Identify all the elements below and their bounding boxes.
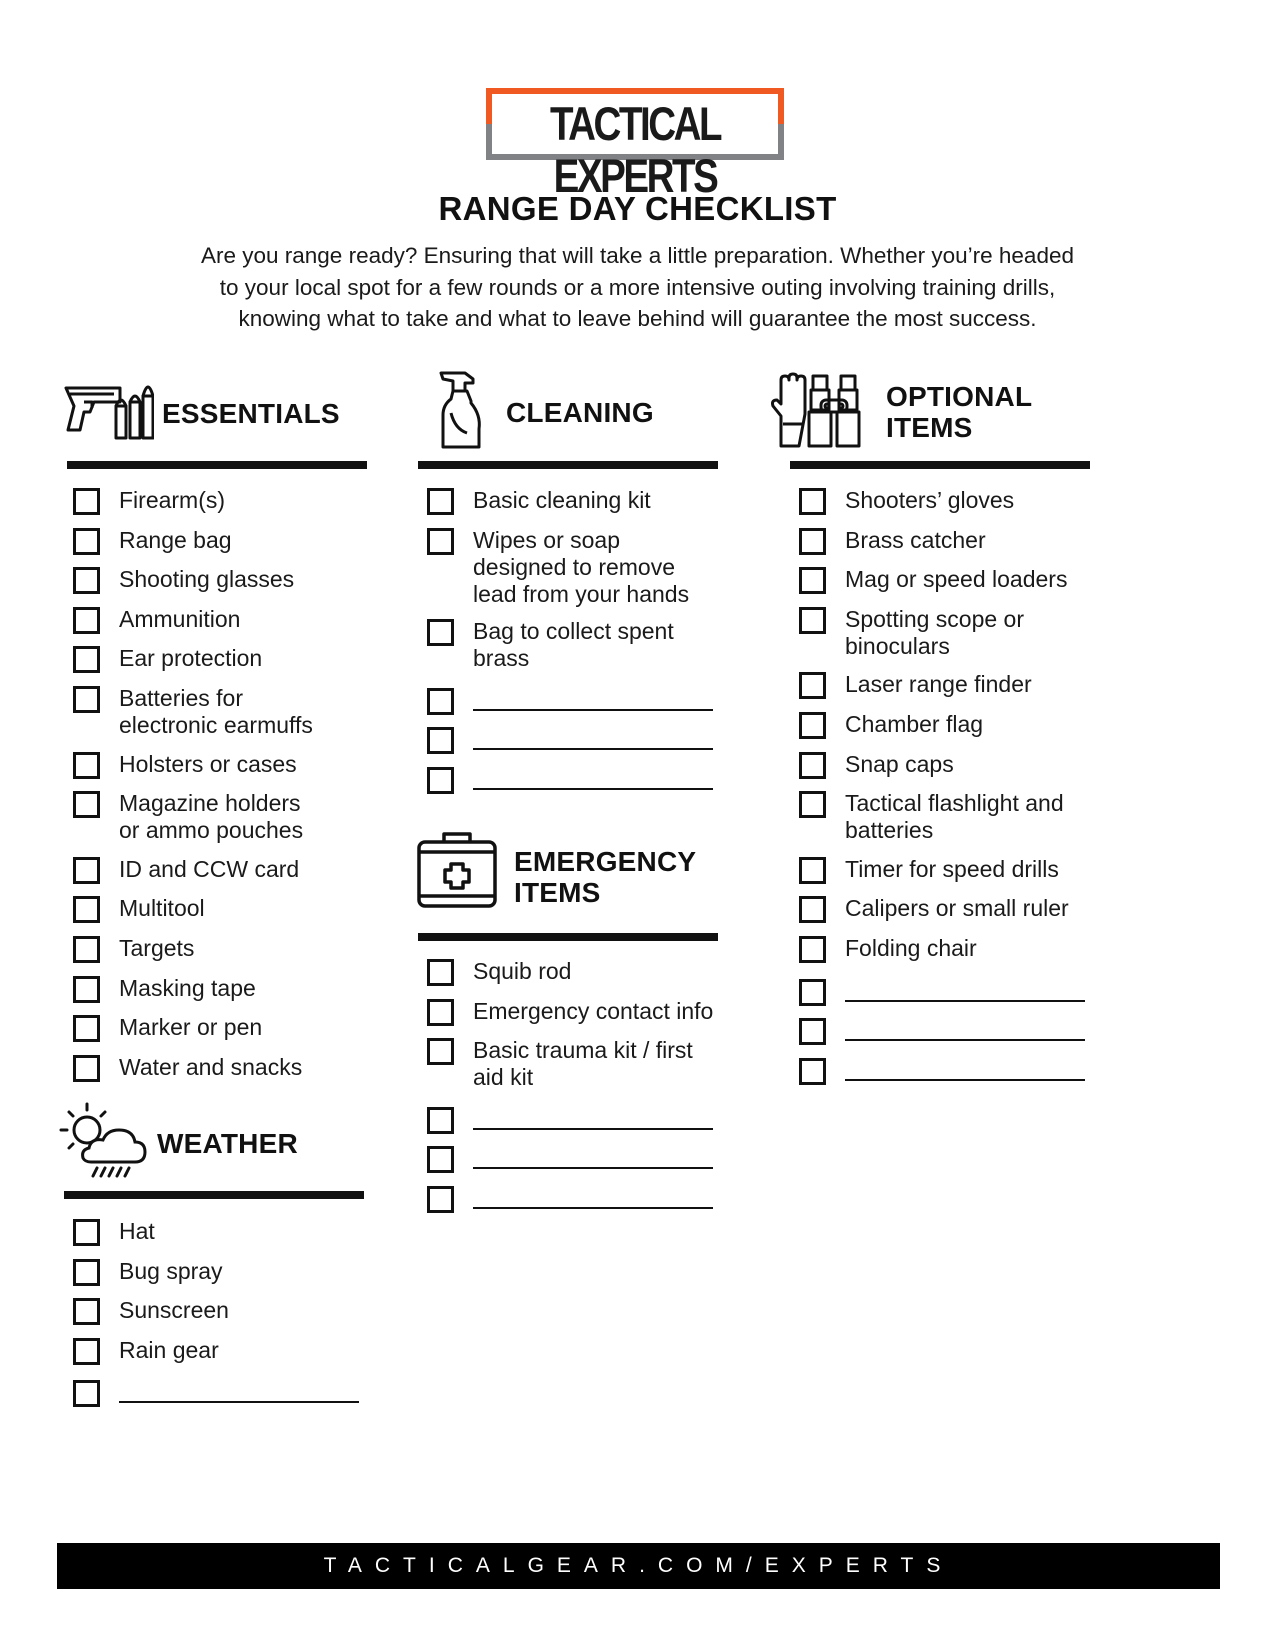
intro-line: knowing what to take and what to leave behind will guarantee the most success. — [238, 306, 1037, 331]
checkbox[interactable] — [73, 1338, 100, 1365]
section-title-essentials: ESSENTIALS — [162, 398, 340, 429]
checklist-item-label: Basic trauma kit / first aid kit — [473, 1037, 693, 1091]
checklist-item[interactable] — [427, 527, 689, 608]
checkbox[interactable] — [799, 672, 826, 699]
title-line: EMERGENCY — [514, 846, 697, 877]
checklist-item-label: Shooters’ gloves — [845, 487, 1015, 513]
checklist-item-label: Wipes or soap designed to remove lead from your hands — [473, 526, 690, 607]
checkbox[interactable] — [799, 752, 826, 779]
checklist-item[interactable] — [799, 671, 1032, 699]
write-in-line[interactable] — [119, 1379, 359, 1403]
sun-cloud-rain-icon — [57, 1100, 147, 1182]
checklist-item-label: Rain gear — [119, 1336, 219, 1363]
checklist-item-label: Tactical flashlight and batteries — [845, 790, 1064, 844]
checklist-item[interactable] — [799, 487, 1014, 515]
checkbox[interactable] — [427, 1038, 454, 1065]
checklist-item-label: Batteries for electronic earmuffs — [119, 685, 313, 738]
checklist-item-label: Folding chair — [845, 935, 977, 961]
blank-checklist-item[interactable] — [427, 1106, 713, 1134]
checkbox[interactable] — [427, 488, 454, 515]
checkbox[interactable] — [73, 896, 100, 923]
write-in-line[interactable] — [473, 1185, 713, 1209]
title-line: ITEMS — [514, 877, 601, 908]
checkbox[interactable] — [427, 1186, 454, 1213]
checkbox[interactable] — [73, 857, 100, 884]
checklist-item[interactable] — [73, 895, 205, 923]
checklist-item-label: Ear protection — [119, 645, 263, 672]
checkbox[interactable] — [73, 607, 100, 634]
blank-checklist-item[interactable] — [73, 1379, 359, 1407]
checklist-item-label: Shooting glasses — [119, 566, 295, 593]
blank-checklist-item[interactable] — [427, 1145, 713, 1173]
checkbox[interactable] — [427, 767, 454, 794]
checklist-item[interactable] — [799, 751, 954, 779]
checklist-item[interactable] — [73, 685, 313, 739]
page-title: RANGE DAY CHECKLIST — [438, 190, 837, 227]
section-divider — [418, 933, 718, 941]
pistol-ammo-icon — [64, 376, 154, 440]
checkbox[interactable] — [799, 857, 826, 884]
checkbox[interactable] — [799, 896, 826, 923]
checkbox[interactable] — [799, 791, 826, 818]
checkbox[interactable] — [427, 688, 454, 715]
checkbox[interactable] — [427, 959, 454, 986]
checklist-item-label: ID and CCW card — [119, 855, 300, 882]
checkbox[interactable] — [73, 1219, 100, 1246]
checkbox[interactable] — [427, 1107, 454, 1134]
intro-line: to your local spot for a few rounds or a more intensive outing involving training drills, — [219, 274, 1056, 300]
checklist-item[interactable] — [427, 1037, 693, 1091]
checklist-item[interactable] — [73, 527, 232, 555]
checklist-item-label: Emergency contact info — [473, 997, 714, 1024]
checklist-item[interactable] — [799, 606, 1024, 660]
blank-checklist-item[interactable] — [799, 1057, 1085, 1085]
checklist-item-label: Timer for speed drills — [845, 855, 1059, 882]
checklist-item[interactable] — [73, 1258, 223, 1286]
checklist-item[interactable] — [73, 606, 240, 634]
checkbox[interactable] — [799, 979, 826, 1006]
checkbox[interactable] — [73, 1015, 100, 1042]
section-divider — [64, 1191, 364, 1199]
write-in-line[interactable] — [845, 978, 1085, 1002]
title-line: OPTIONAL — [886, 381, 1033, 412]
blank-checklist-item[interactable] — [799, 1017, 1085, 1045]
checkbox[interactable] — [73, 752, 100, 779]
section-title-emergency — [514, 846, 696, 908]
write-in-line[interactable] — [473, 1106, 713, 1130]
section-divider — [418, 461, 718, 469]
checklist-item-label: Sunscreen — [119, 1297, 229, 1324]
checkbox[interactable] — [73, 488, 100, 515]
section-title-cleaning: CLEANING — [506, 397, 654, 428]
checklist-item-label: Laser range finder — [845, 671, 1032, 698]
write-in-line[interactable] — [473, 726, 713, 750]
checkbox[interactable] — [799, 528, 826, 555]
checklist-item-label: Masking tape — [119, 974, 256, 1001]
checklist-item-label: Calipers or small ruler — [845, 895, 1069, 922]
checkbox[interactable] — [73, 791, 100, 818]
checkbox[interactable] — [73, 936, 100, 963]
checklist-item[interactable] — [427, 487, 651, 515]
checklist-item[interactable] — [799, 790, 1064, 844]
gloves-binoculars-icon — [769, 370, 871, 450]
write-in-line[interactable] — [473, 687, 713, 711]
checkbox[interactable] — [73, 528, 100, 555]
checkbox[interactable] — [73, 1259, 100, 1286]
checklist-item-label: Spotting scope or binoculars — [845, 605, 1025, 659]
checklist-item-label: Snap caps — [845, 750, 954, 777]
checklist-item-label: Basic cleaning kit — [473, 487, 651, 513]
checkbox[interactable] — [799, 1058, 826, 1085]
checklist-item-label: Chamber flag — [845, 711, 984, 737]
checkbox[interactable] — [799, 712, 826, 739]
checklist-item[interactable] — [799, 895, 1069, 923]
checkbox[interactable] — [427, 999, 454, 1026]
section-title-optional — [886, 381, 1032, 443]
checklist-item[interactable] — [73, 1337, 219, 1365]
title-line: ITEMS — [886, 412, 973, 443]
logo-wordmark: TACTICAL EXPERTS — [549, 97, 721, 202]
section-divider — [790, 461, 1090, 469]
checkbox[interactable] — [799, 936, 826, 963]
checklist-item[interactable] — [73, 790, 303, 844]
checkbox[interactable] — [73, 976, 100, 1003]
checkbox[interactable] — [73, 686, 100, 713]
checkbox[interactable] — [427, 727, 454, 754]
checkbox[interactable] — [427, 619, 454, 646]
checklist-item[interactable] — [73, 751, 297, 779]
checklist-item[interactable] — [427, 618, 674, 672]
blank-checklist-item[interactable] — [799, 978, 1085, 1006]
checklist-item[interactable] — [799, 566, 1067, 594]
intro-line: Are you range ready? Ensuring that will take a little preparation. Whether you’re headed — [200, 243, 1074, 268]
spray-bottle-icon — [437, 369, 483, 451]
brand-logo — [486, 88, 784, 202]
checkbox[interactable] — [799, 567, 826, 594]
write-in-line[interactable] — [473, 766, 713, 790]
blank-checklist-item[interactable] — [427, 766, 713, 794]
checklist-item-label: Brass catcher — [845, 526, 986, 553]
checkbox[interactable] — [73, 1380, 100, 1407]
checklist-item[interactable] — [799, 856, 1059, 884]
checklist-item-label: Holsters or cases — [119, 750, 297, 777]
checkbox[interactable] — [799, 488, 826, 515]
write-in-line[interactable] — [473, 1145, 713, 1169]
checkbox[interactable] — [73, 567, 100, 594]
checklist-item-label: Targets — [119, 935, 195, 961]
checklist-item[interactable] — [73, 856, 299, 884]
checklist-item[interactable] — [73, 487, 225, 515]
write-in-line[interactable] — [845, 1057, 1085, 1081]
checklist-item-label: Marker or pen — [119, 1014, 263, 1041]
checklist-item-label: Ammunition — [119, 605, 241, 632]
checkbox[interactable] — [73, 1055, 100, 1082]
checklist-item[interactable] — [427, 998, 713, 1026]
checklist-item[interactable] — [427, 958, 571, 986]
checklist-item[interactable] — [73, 1218, 155, 1246]
checklist-item[interactable] — [799, 935, 977, 963]
write-in-line[interactable] — [845, 1017, 1085, 1041]
blank-checklist-item[interactable] — [427, 726, 713, 754]
checklist-item[interactable] — [73, 1014, 262, 1042]
checklist-item[interactable] — [73, 566, 294, 594]
checklist-item[interactable] — [799, 711, 983, 739]
intro-text — [150, 240, 1125, 335]
checklist-item[interactable] — [73, 1297, 229, 1325]
footer-bar — [57, 1543, 1220, 1589]
section-divider — [67, 461, 367, 469]
checklist-item-label: Water and snacks — [119, 1053, 303, 1080]
checklist-item[interactable] — [73, 975, 256, 1003]
checklist-item[interactable] — [73, 645, 262, 673]
checklist-item-label: Magazine holders or ammo pouches — [119, 790, 304, 844]
checklist-item-label: Bug spray — [119, 1257, 223, 1284]
checklist-item[interactable] — [799, 527, 986, 555]
checklist-item-label: Mag or speed loaders — [845, 566, 1068, 593]
checklist-item-label: Multitool — [119, 895, 205, 922]
section-title-weather: WEATHER — [157, 1128, 298, 1159]
blank-checklist-item[interactable] — [427, 687, 713, 715]
checklist-item[interactable] — [73, 1054, 302, 1082]
first-aid-kit-icon — [416, 830, 498, 910]
checkbox[interactable] — [73, 1298, 100, 1325]
checklist-item-label: Bag to collect spent brass — [473, 618, 674, 672]
blank-checklist-item[interactable] — [427, 1185, 713, 1213]
footer-url[interactable]: TACTICALGEAR.COM/EXPERTS — [323, 1554, 954, 1577]
checklist-item-label: Hat — [119, 1218, 155, 1244]
checkbox[interactable] — [799, 1018, 826, 1045]
checkbox[interactable] — [799, 607, 826, 634]
checklist-item-label: Squib rod — [473, 958, 572, 984]
checkbox[interactable] — [73, 646, 100, 673]
checklist-item-label: Range bag — [119, 526, 232, 553]
checklist-item-label: Firearm(s) — [119, 487, 226, 513]
checklist-item[interactable] — [73, 935, 194, 963]
checkbox[interactable] — [427, 1146, 454, 1173]
checkbox[interactable] — [427, 528, 454, 555]
